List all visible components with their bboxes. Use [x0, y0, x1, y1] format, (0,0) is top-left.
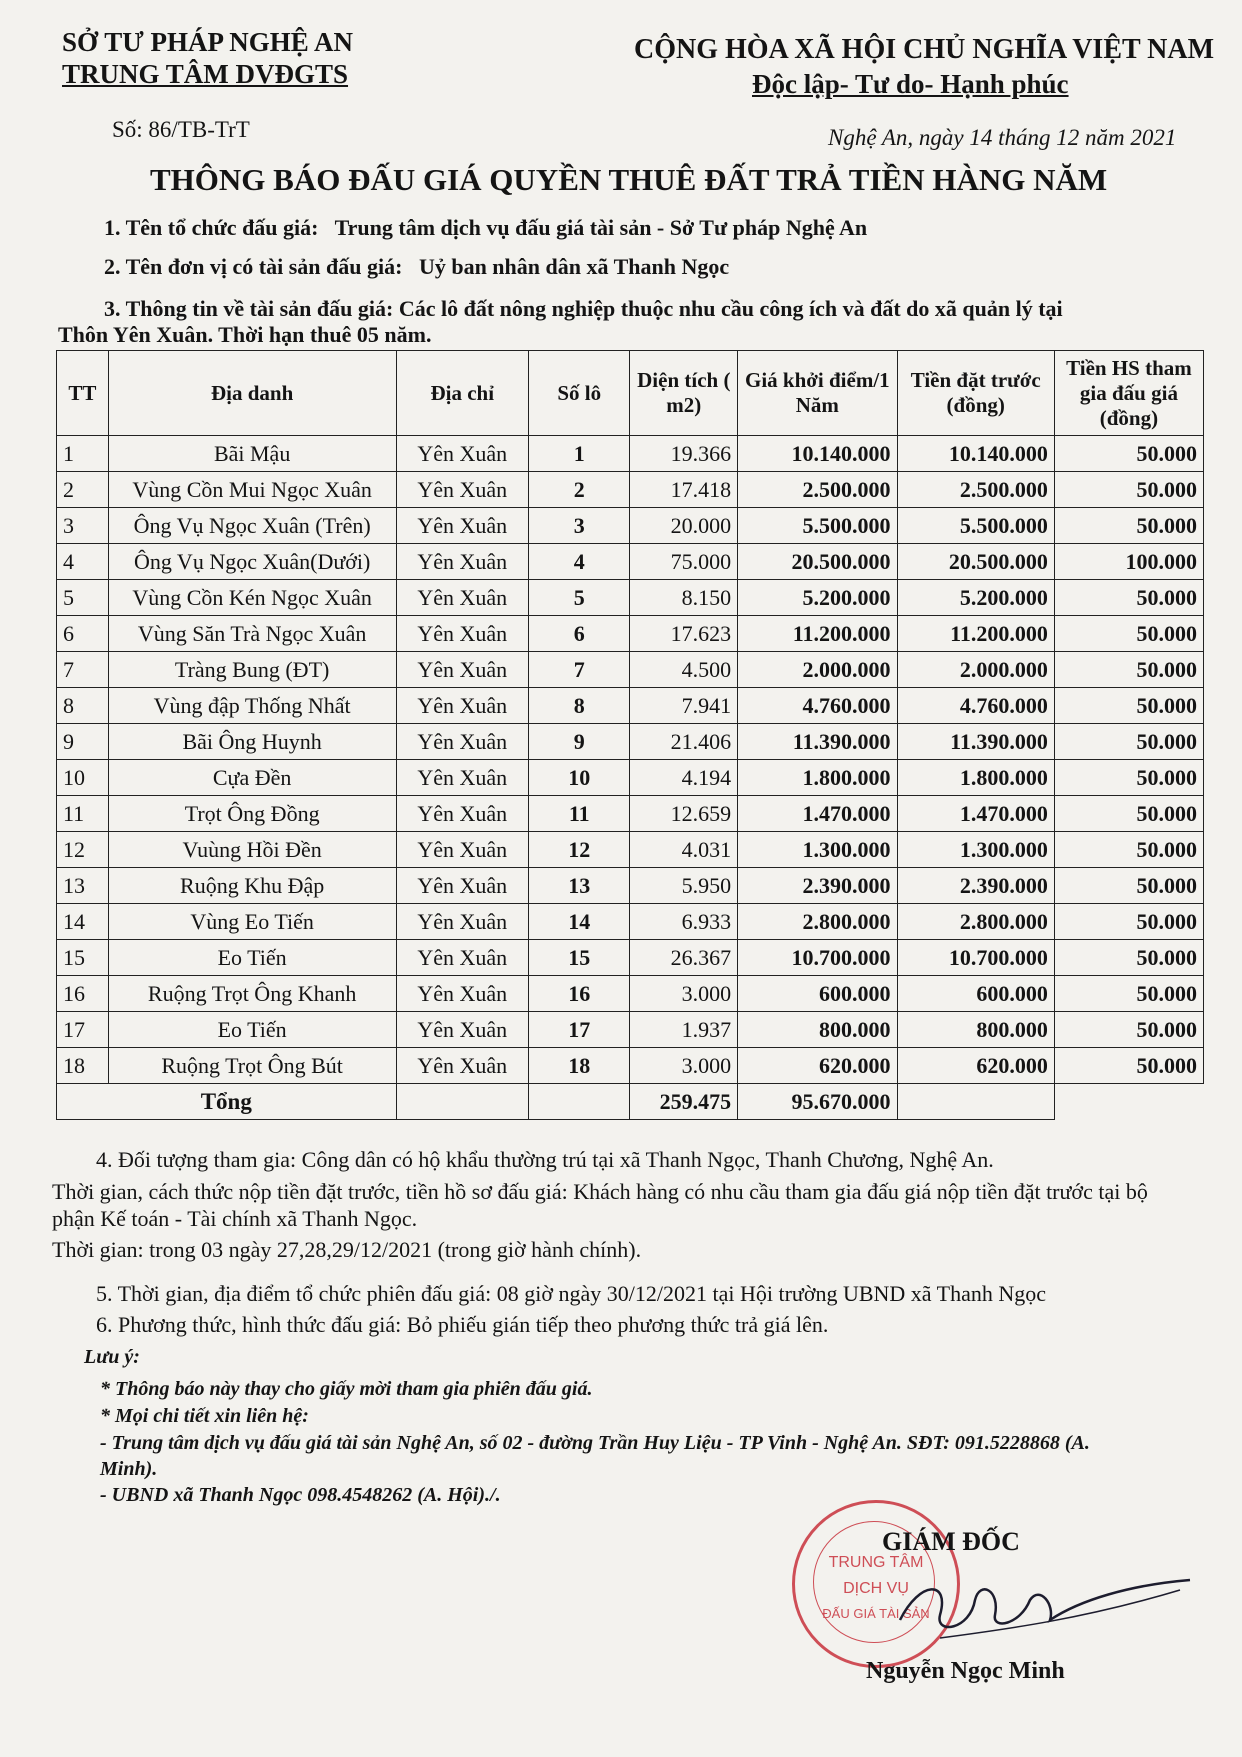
nation-line2: Độc lập- Tư do- Hạnh phúc: [752, 69, 1069, 99]
lot-number-cell: 18: [529, 1048, 630, 1084]
application-fee-cell: 50.000: [1054, 1012, 1203, 1048]
notes-line3: - Trung tâm dịch vụ đấu giá tài sản Nghệ An, số 02 - đường Trần Huy Liệu - TP Vinh - Nghệ An. SĐT: 091.5228868 (A.: [100, 1432, 1090, 1454]
area-cell: 4.500: [630, 652, 738, 688]
col-header: Địa danh: [108, 351, 396, 436]
lot-number-cell: 13: [529, 868, 630, 904]
deposit-cell: 2.000.000: [897, 652, 1054, 688]
application-fee-cell: 50.000: [1054, 976, 1203, 1012]
address-cell: Yên Xuân: [396, 940, 529, 976]
starting-price-cell: 5.500.000: [738, 508, 897, 544]
starting-price-cell: 11.390.000: [738, 724, 897, 760]
section4-line3: phận Kế toán - Tài chính xã Thanh Ngọc.: [52, 1206, 418, 1231]
address-cell: Yên Xuân: [396, 436, 529, 472]
address-cell: Yên Xuân: [396, 868, 529, 904]
area-cell: 75.000: [630, 544, 738, 580]
col-header: TT: [57, 351, 109, 436]
place-name-cell: Bãi Ông Huynh: [108, 724, 396, 760]
application-fee-cell: 50.000: [1054, 580, 1203, 616]
section3-line2: Thôn Yên Xuân. Thời hạn thuê 05 năm.: [58, 322, 432, 347]
table-row: [57, 868, 1204, 904]
section2: [104, 253, 729, 281]
lot-number-cell: 16: [529, 976, 630, 1012]
page-title: THÔNG BÁO ĐẤU GIÁ QUYỀN THUÊ ĐẤT TRẢ TIỀN HÀNG NĂM: [150, 162, 1108, 197]
starting-price-cell: 11.200.000: [738, 616, 897, 652]
row-number-cell: 5: [57, 580, 109, 616]
lot-number-cell: 9: [529, 724, 630, 760]
deposit-cell: 20.500.000: [897, 544, 1054, 580]
address-cell: Yên Xuân: [396, 760, 529, 796]
place-name-cell: Tràng Bung (ĐT): [108, 652, 396, 688]
area-cell: 3.000: [630, 976, 738, 1012]
starting-price-cell: 2.800.000: [738, 904, 897, 940]
lot-number-cell: 6: [529, 616, 630, 652]
application-fee-cell: 50.000: [1054, 436, 1203, 472]
application-fee-cell: 50.000: [1054, 508, 1203, 544]
address-cell: Yên Xuân: [396, 796, 529, 832]
doc-number: Số: 86/TB-TrT: [112, 117, 250, 142]
notes-line2: * Mọi chi tiết xin liên hệ:: [100, 1405, 309, 1427]
deposit-cell: 10.140.000: [897, 436, 1054, 472]
total-label: Tổng: [57, 1084, 397, 1120]
section4-line4: Thời gian: trong 03 ngày 27,28,29/12/2021 (trong giờ hành chính).: [52, 1237, 642, 1262]
deposit-cell: 600.000: [897, 976, 1054, 1012]
application-fee-cell: 50.000: [1054, 796, 1203, 832]
application-fee-cell: 100.000: [1054, 544, 1203, 580]
table-row: [57, 1048, 1204, 1084]
area-cell: 12.659: [630, 796, 738, 832]
lot-number-cell: 2: [529, 472, 630, 508]
address-cell: Yên Xuân: [396, 688, 529, 724]
starting-price-cell: 20.500.000: [738, 544, 897, 580]
section5: 5. Thời gian, địa điểm tổ chức phiên đấu giá: 08 giờ ngày 30/12/2021 tại Hội trường UBND xã Thanh Ngọc: [96, 1281, 1047, 1306]
place-name-cell: Vùng Cồn Kén Ngọc Xuân: [108, 580, 396, 616]
place-name-cell: Vùng Cồn Mui Ngọc Xuân: [108, 472, 396, 508]
table-row: [57, 976, 1204, 1012]
handwritten-signature-icon: [880, 1560, 1200, 1650]
lot-number-cell: 5: [529, 580, 630, 616]
row-number-cell: 10: [57, 760, 109, 796]
place-name-cell: Bãi Mậu: [108, 436, 396, 472]
lot-number-cell: 10: [529, 760, 630, 796]
area-cell: 8.150: [630, 580, 738, 616]
lot-number-cell: 4: [529, 544, 630, 580]
notes-line1: * Thông báo này thay cho giấy mời tham gia phiên đấu giá.: [100, 1378, 593, 1400]
deposit-cell: 2.390.000: [897, 868, 1054, 904]
area-cell: 20.000: [630, 508, 738, 544]
address-cell: Yên Xuân: [396, 832, 529, 868]
table-row: [57, 544, 1204, 580]
address-cell: Yên Xuân: [396, 1012, 529, 1048]
row-number-cell: 11: [57, 796, 109, 832]
starting-price-cell: 4.760.000: [738, 688, 897, 724]
table-row: [57, 904, 1204, 940]
lot-number-cell: 11: [529, 796, 630, 832]
section2-value: Uỷ ban nhân dân xã Thanh Ngọc: [418, 254, 730, 279]
area-cell: 5.950: [630, 868, 738, 904]
col-header: Tiền HS tham gia đấu giá (đồng): [1054, 351, 1203, 436]
starting-price-cell: 800.000: [738, 1012, 897, 1048]
place-name-cell: Ruộng Khu Đập: [108, 868, 396, 904]
place-name-cell: Ruộng Trọt Ông Bút: [108, 1048, 396, 1084]
row-number-cell: 7: [57, 652, 109, 688]
row-number-cell: 15: [57, 940, 109, 976]
address-cell: Yên Xuân: [396, 904, 529, 940]
col-header: Địa chỉ: [396, 351, 529, 436]
address-cell: Yên Xuân: [396, 724, 529, 760]
section3-line1: 3. Thông tin về tài sản đấu giá: Các lô đất nông nghiệp thuộc nhu cầu công ích và đất do xã quản lý tại: [104, 296, 1063, 321]
place-name-cell: Ông Vụ Ngọc Xuân (Trên): [108, 508, 396, 544]
row-number-cell: 12: [57, 832, 109, 868]
area-cell: 4.031: [630, 832, 738, 868]
total-empty-cell: [1054, 1084, 1203, 1120]
place-name-cell: Cựa Đền: [108, 760, 396, 796]
application-fee-cell: 50.000: [1054, 868, 1203, 904]
starting-price-cell: 10.140.000: [738, 436, 897, 472]
total-price: 95.670.000: [738, 1084, 897, 1120]
date-line: Nghệ An, ngày 14 tháng 12 năm 2021: [828, 125, 1177, 150]
application-fee-cell: 50.000: [1054, 472, 1203, 508]
lot-number-cell: 17: [529, 1012, 630, 1048]
deposit-cell: 620.000: [897, 1048, 1054, 1084]
lot-number-cell: 14: [529, 904, 630, 940]
stamp-line2: DỊCH VỤ: [843, 1580, 909, 1597]
address-cell: Yên Xuân: [396, 976, 529, 1012]
deposit-cell: 1.300.000: [897, 832, 1054, 868]
lot-number-cell: 1: [529, 436, 630, 472]
area-cell: 17.418: [630, 472, 738, 508]
table-row: [57, 652, 1204, 688]
notes-line5: - UBND xã Thanh Ngọc 098.4548262 (A. Hội)./.: [100, 1484, 501, 1506]
lot-number-cell: 3: [529, 508, 630, 544]
application-fee-cell: 50.000: [1054, 832, 1203, 868]
starting-price-cell: 600.000: [738, 976, 897, 1012]
row-number-cell: 8: [57, 688, 109, 724]
lot-number-cell: 7: [529, 652, 630, 688]
row-number-cell: 18: [57, 1048, 109, 1084]
application-fee-cell: 50.000: [1054, 616, 1203, 652]
place-name-cell: Vùng Eo Tiến: [108, 904, 396, 940]
nation-line1: CỘNG HÒA XÃ HỘI CHỦ NGHĨA VIỆT NAM: [634, 34, 1215, 65]
row-number-cell: 1: [57, 436, 109, 472]
table-row: [57, 688, 1204, 724]
table-row: [57, 436, 1204, 472]
org-line1: SỞ TƯ PHÁP NGHỆ AN: [62, 27, 354, 57]
application-fee-cell: 50.000: [1054, 940, 1203, 976]
table-row: [57, 1012, 1204, 1048]
org-line2: TRUNG TÂM DVĐGTS: [62, 59, 349, 89]
section1: [104, 214, 867, 242]
address-cell: Yên Xuân: [396, 1048, 529, 1084]
deposit-cell: 4.760.000: [897, 688, 1054, 724]
row-number-cell: 3: [57, 508, 109, 544]
place-name-cell: Vùng đập Thống Nhất: [108, 688, 396, 724]
table-row: [57, 616, 1204, 652]
area-cell: 19.366: [630, 436, 738, 472]
table-row: [57, 940, 1204, 976]
application-fee-cell: 50.000: [1054, 1048, 1203, 1084]
table-row: [57, 580, 1204, 616]
deposit-cell: 2.800.000: [897, 904, 1054, 940]
application-fee-cell: 50.000: [1054, 760, 1203, 796]
place-name-cell: Vuùng Hồi Đền: [108, 832, 396, 868]
asset-table: [56, 350, 1204, 1120]
table-body: [57, 436, 1204, 1084]
lot-number-cell: 15: [529, 940, 630, 976]
row-number-cell: 16: [57, 976, 109, 1012]
area-cell: 21.406: [630, 724, 738, 760]
area-cell: 6.933: [630, 904, 738, 940]
deposit-cell: 5.500.000: [897, 508, 1054, 544]
deposit-cell: 10.700.000: [897, 940, 1054, 976]
application-fee-cell: 50.000: [1054, 652, 1203, 688]
total-empty-cell: [529, 1084, 630, 1120]
address-cell: Yên Xuân: [396, 580, 529, 616]
place-name-cell: Eo Tiến: [108, 1012, 396, 1048]
deposit-cell: 5.200.000: [897, 580, 1054, 616]
notes-label: Lưu ý:: [84, 1346, 140, 1368]
address-cell: Yên Xuân: [396, 544, 529, 580]
address-cell: Yên Xuân: [396, 616, 529, 652]
section1-label: 1. Tên tổ chức đấu giá:: [104, 215, 319, 240]
place-name-cell: Ruộng Trọt Ông Khanh: [108, 976, 396, 1012]
application-fee-cell: 50.000: [1054, 904, 1203, 940]
table-total-row: [57, 1084, 1204, 1120]
area-cell: 7.941: [630, 688, 738, 724]
row-number-cell: 14: [57, 904, 109, 940]
address-cell: Yên Xuân: [396, 472, 529, 508]
row-number-cell: 4: [57, 544, 109, 580]
deposit-cell: 1.800.000: [897, 760, 1054, 796]
col-header: Diện tích ( m2): [630, 351, 738, 436]
row-number-cell: 9: [57, 724, 109, 760]
signer-name: Nguyễn Ngọc Minh: [866, 1658, 1065, 1684]
table-row: [57, 832, 1204, 868]
starting-price-cell: 5.200.000: [738, 580, 897, 616]
total-area: 259.475: [630, 1084, 738, 1120]
notes-line4: Minh).: [100, 1458, 158, 1480]
col-header: Tiền đặt trước (đồng): [897, 351, 1054, 436]
table-row: [57, 760, 1204, 796]
place-name-cell: Ông Vụ Ngọc Xuân(Dưới): [108, 544, 396, 580]
address-cell: Yên Xuân: [396, 508, 529, 544]
starting-price-cell: 1.300.000: [738, 832, 897, 868]
area-cell: 3.000: [630, 1048, 738, 1084]
col-header: Số lô: [529, 351, 630, 436]
signature-title: GIÁM ĐỐC: [882, 1527, 1020, 1556]
place-name-cell: Trọt Ông Đồng: [108, 796, 396, 832]
application-fee-cell: 50.000: [1054, 724, 1203, 760]
lot-number-cell: 8: [529, 688, 630, 724]
section4-line2: Thời gian, cách thức nộp tiền đặt trước, tiền hồ sơ đấu giá: Khách hàng có nhu cầu tham gia đấu giá nộp tiền đặt trước tại bộ: [52, 1179, 1148, 1204]
table-header-row: [57, 351, 1204, 436]
application-fee-cell: 50.000: [1054, 688, 1203, 724]
starting-price-cell: 2.000.000: [738, 652, 897, 688]
section1-value: Trung tâm dịch vụ đấu giá tài sản - Sở Tư pháp Nghệ An: [334, 215, 868, 240]
lot-number-cell: 12: [529, 832, 630, 868]
place-name-cell: Eo Tiến: [108, 940, 396, 976]
section4-line1: 4. Đối tượng tham gia: Công dân có hộ khẩu thường trú tại xã Thanh Ngọc, Thanh Chương, Nghệ An.: [96, 1147, 994, 1172]
table-row: [57, 508, 1204, 544]
table-row: [57, 796, 1204, 832]
stamp-line3: ĐẤU GIÁ TÀI SẢN: [822, 1606, 930, 1621]
starting-price-cell: 2.390.000: [738, 868, 897, 904]
area-cell: 1.937: [630, 1012, 738, 1048]
deposit-cell: 1.470.000: [897, 796, 1054, 832]
table-row: [57, 472, 1204, 508]
table-row: [57, 724, 1204, 760]
section6: 6. Phương thức, hình thức đấu giá: Bỏ phiếu gián tiếp theo phương thức trả giá lên.: [96, 1312, 829, 1337]
row-number-cell: 13: [57, 868, 109, 904]
stamp-line1: TRUNG TÂM: [828, 1554, 924, 1571]
section2-label: 2. Tên đơn vị có tài sản đấu giá:: [104, 254, 403, 279]
starting-price-cell: 10.700.000: [738, 940, 897, 976]
place-name-cell: Vùng Săn Trà Ngọc Xuân: [108, 616, 396, 652]
total-empty-cell: [396, 1084, 529, 1120]
area-cell: 17.623: [630, 616, 738, 652]
row-number-cell: 2: [57, 472, 109, 508]
starting-price-cell: 1.800.000: [738, 760, 897, 796]
deposit-cell: 800.000: [897, 1012, 1054, 1048]
starting-price-cell: 620.000: [738, 1048, 897, 1084]
col-header: Giá khởi điểm/1 Năm: [738, 351, 897, 436]
area-cell: 4.194: [630, 760, 738, 796]
address-cell: Yên Xuân: [396, 652, 529, 688]
deposit-cell: 11.200.000: [897, 616, 1054, 652]
deposit-cell: 11.390.000: [897, 724, 1054, 760]
starting-price-cell: 1.470.000: [738, 796, 897, 832]
starting-price-cell: 2.500.000: [738, 472, 897, 508]
row-number-cell: 17: [57, 1012, 109, 1048]
deposit-cell: 2.500.000: [897, 472, 1054, 508]
area-cell: 26.367: [630, 940, 738, 976]
row-number-cell: 6: [57, 616, 109, 652]
total-empty-cell: [897, 1084, 1054, 1120]
